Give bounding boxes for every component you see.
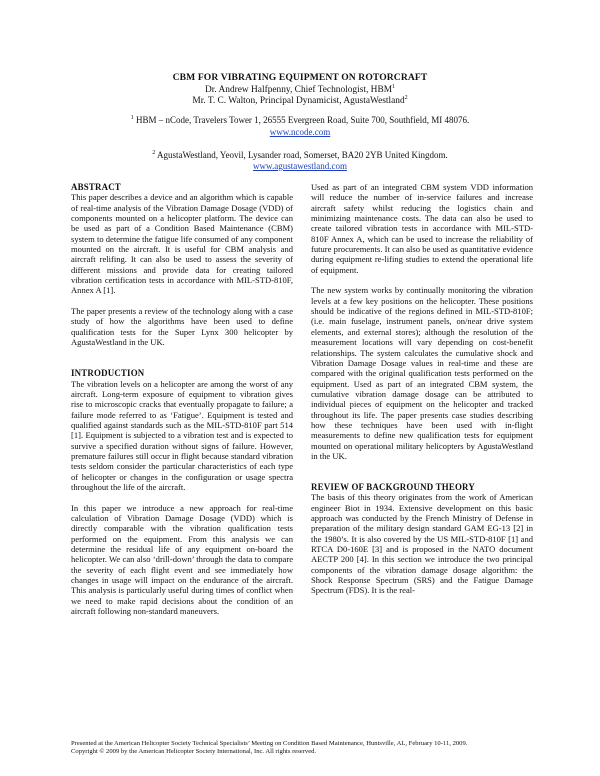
paragraph: The paper presents a review of the technology along with a case study of how the algorithms have been used to define qualification tests for the Super Lynx 300 helicopter by AgustaWestland in the UK. [71,306,293,348]
affiliation-text: AgustaWestland, Yeovil, Lysander road, Somerset, BA20 2YB United Kingdom. [155,150,448,160]
section-heading-review: REVIEW OF BACKGROUND THEORY [311,481,475,492]
left-column [71,182,293,616]
affiliation-link[interactable]: www.ncode.com [269,127,331,137]
author-sup: 1 [392,84,396,90]
paragraph: Used as part of an integrated CBM system VDD information will reduce the number of in-service failures and increase aircraft safety whilst reducing the logistics chain and minimizing maintenance costs. The data can also be used to create tailored vibration tests in accordance with MIL-STD-810F Annex A, which can be used to increase the reliability of future procurements. It can also be used as quantitative evidence during equipment re-lifing studies to extend the operational life of equipment. [311,182,533,275]
author-line [0,84,600,95]
section-heading-abstract: ABSTRACT [71,182,121,192]
footer-line: Presented at the American Helicopter Society Technical Specialists’ Meeting on Condition Based Maintenance, Huntsville, AL, February 10-11, 2009. [71,740,468,747]
affiliation-line [0,115,600,125]
right-column [311,182,533,596]
affiliation-sup: 2 [152,150,156,156]
affiliation-text: HBM – nCode, Travelers Tower 1, 26555 Evergreen Road, Suite 700, Southfield, MI 48076. [133,115,470,125]
paragraph: In this paper we introduce a new approach for real-time calculation of Vibration Damage Dosage (VDD) which is directly comparable with the vibration qualification tests performed on the equipment. From this analysis we can determine the residual life of any equipment on-board the helicopter. We can also ‘drill-down’ through the data to compare the severity of each flight event and see immediately how changes in usage will impact on the endurance of the aircraft. This analysis is particularly useful during times of conflict when we need to make rapid decisions about the condition of an aircraft following non-standard maneuvers. [71,502,293,617]
paragraph: The vibration levels on a helicopter are among the worst of any aircraft. Long-term exposure of equipment to vibration gives rise to microscopic cracks that eventually propagate to failure; a failure mode referred to as ‘Fatigue’. Equipment is tested and qualified against standards such as the MIL-STD-810F part 514 [1]. Equipment is subjected to a vibration test and is expected to survive a specified duration without signs of failure. However, premature failures still occur in flight because standard vibration tests seldom consider the particular characteristics of each type of helicopter or changes in the configuration or usage spectra throughout the life of the aircraft. [71,378,293,492]
paragraph: The basis of this theory originates from the work of American engineer Biot in 1934. Extensive development on this basic approach was conducted by the French Ministry of Defense in preparation of the military design standard GAM EG-13 [2] in the 1980’s. It is also covered by the US MIL-STD-810F [1] and RTCA D0-160E [3] and is proposed in the NATO document AECTP 200 [4]. In this section we introduce the two principal components of the vibration damage dosage algorithm: the Shock Response Spectrum (SRS) and the Fatigue Damage Spectrum (FDS). It is the real- [311,492,533,596]
affiliation-sup: 1 [130,115,134,121]
affiliation-link[interactable]: www.agustawestland.com [253,161,347,171]
affiliation-line [0,150,600,160]
author-name: Mr. T. C. Walton, Principal Dynamicist, AgustaWestland [192,96,405,107]
paper-title: CBM FOR VIBRATING EQUIPMENT ON ROTORCRAFT [172,72,428,83]
footer-note [71,740,541,757]
author-line [0,95,600,106]
author-name: Dr. Andrew Halfpenny, Chief Technologist, HBM [204,85,393,96]
paragraph: The new system works by continually monitoring the vibration levels at a few key positions on the helicopter. These positions should be indicative of the regions defined in MIL-STD-810F; (i.e. main fuselage, instrument panels, on/near drive system elements, and external stores); although the resolution of the measurement locations will vary depending on cost-benefit relationships. The system calculates the cumulative shock and Vibration Damage Dosage values in real-time and these are compared with the original qualification tests performed on the equipment. Used as part of an integrated CBM system, the cumulative vibration damage dosage can be attributed to individual pieces of equipment on the helicopter and tracked throughout its life. The paper presents case studies describing how these techniques have been used with in-flight measurements to define new qualification tests for equipment mounted on operational military helicopters by AgustaWestland in the UK. [311,285,533,461]
paragraph: This paper describes a device and an algorithm which is capable of real-time analysis of the Vibration Damage Dosage (VDD) of components mounted on a helicopter platform. The device can be used as part of a Condition Based Maintenance (CBM) system to determine the fatigue life consumed of any component mounted on the aircraft. It is useful for CBM analysis and aircraft relifing. It can also be used to assess the severity of different missions and provide data for creating tailored vibration certification tests in accordance with MIL-STD-810F, Annex A [1]. [71,192,293,296]
section-heading-introduction: INTRODUCTION [71,368,145,379]
footer-line: Copyright © 2009 by the American Helicopter Society International, Inc. All rights reserved. [71,748,317,756]
author-sup: 2 [404,95,408,101]
